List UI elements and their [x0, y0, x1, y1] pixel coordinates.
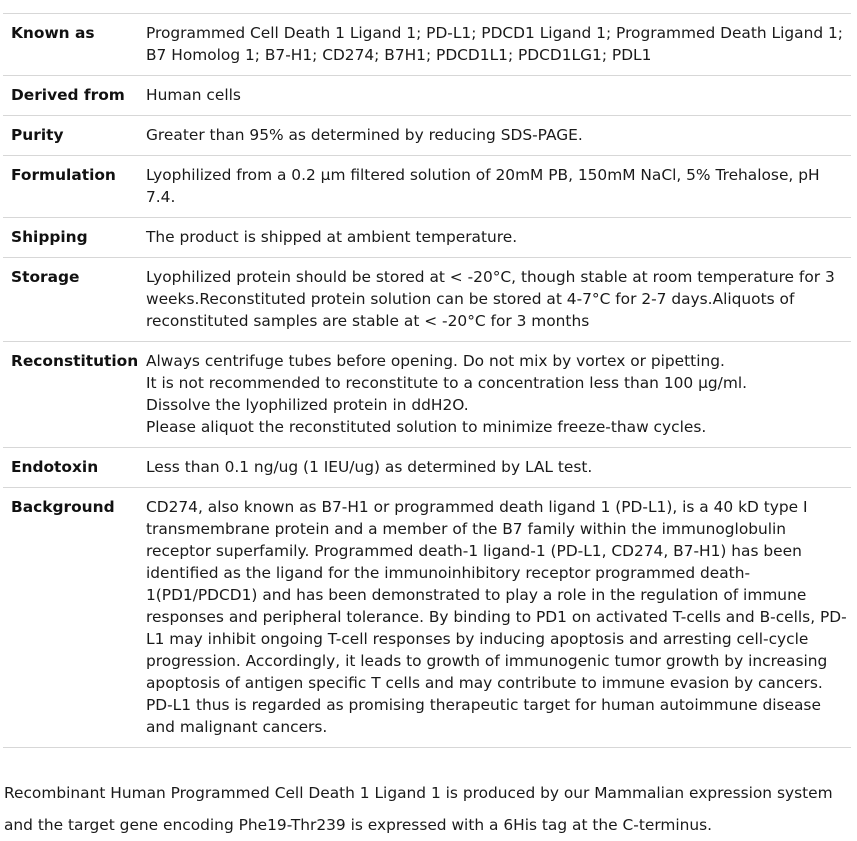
spec-value-line: CD274, also known as B7-H1 or programmed death ligand 1 (PD-L1), is a 40 kD type I transmembrane protein and a member of the B7 family within the immunoglobulin receptor superfamily. Programmed death-1 ligand-1 (PD-L1, CD274, B7-H1) has been identified as the ligand for the immunoinhibitory receptor programmed death-1(PD1/PDCD1) and has been demonstrated to play a role in the regulation of immune responses and peripheral tolerance. By binding to PD1 on activated T-cells and B-cells, PD-L1 may inhibit ongoing T-cell responses by inducing apoptosis and arresting cell-cycle progression. Accordingly, it leads to growth of immunogenic tumor growth by increasing apoptosis of antigen specific T cells and may contribute to immune evasion by cancers. PD-L1 thus is regarded as promising therapeutic target for human autoimmune disease and malignant cancers. — [146, 498, 847, 736]
spec-value-line: Greater than 95% as determined by reducing SDS-PAGE. — [146, 126, 583, 144]
product-summary: Recombinant Human Programmed Cell Death 1 Ligand 1 is produced by our Mammalian expression system and the target gene encoding Phe19-Thr239 is expressed with a 6His tag at the C-terminus. — [4, 784, 833, 835]
spec-row-background — [3, 488, 851, 748]
spec-row-label: Storage — [3, 258, 138, 342]
spec-row-value — [138, 448, 851, 488]
spec-value-line: Always centrifuge tubes before opening. Do not mix by vortex or pipetting. — [146, 352, 725, 370]
spec-value-line: It is not recommended to reconstitute to a concentration less than 100 μg/ml. — [146, 374, 748, 392]
spec-value-line: Human cells — [146, 86, 241, 104]
spec-row-label: Known as — [3, 14, 138, 76]
spec-value-line: Dissolve the lyophilized protein in ddH2O. — [146, 396, 469, 414]
spec-row-label: Background — [3, 488, 138, 748]
spec-value-line: Lyophilized from a 0.2 μm filtered solution of 20mM PB, 150mM NaCl, 5% Trehalose, pH 7.4. — [146, 166, 820, 206]
spec-row-value — [138, 218, 851, 258]
spec-row-derived-from — [3, 76, 851, 116]
spec-row-shipping — [3, 218, 851, 258]
spec-value-line: Lyophilized protein should be stored at < -20°C, though stable at room temperature for 3 weeks.Reconstituted protein solution can be stored at 4-7°C for 2-7 days.Aliquots of reconstituted samples are stable at < -20°C for 3 months — [146, 268, 835, 330]
spec-row-label: Formulation — [3, 156, 138, 218]
spec-table-body — [3, 14, 851, 748]
spec-row-value — [138, 156, 851, 218]
spec-value-line: Less than 0.1 ng/ug (1 IEU/ug) as determined by LAL test. — [146, 458, 593, 476]
spec-row-value — [138, 14, 851, 76]
spec-row-label: Derived from — [3, 76, 138, 116]
spec-row-label: Endotoxin — [3, 448, 138, 488]
spec-row-value — [138, 116, 851, 156]
spec-row-purity — [3, 116, 851, 156]
spec-row-value — [138, 488, 851, 748]
product-spec-table — [3, 13, 851, 748]
spec-row-known-as — [3, 14, 851, 76]
spec-row-value — [138, 76, 851, 116]
spec-row-storage — [3, 258, 851, 342]
spec-row-label: Purity — [3, 116, 138, 156]
spec-row-value — [138, 258, 851, 342]
spec-row-label: Shipping — [3, 218, 138, 258]
spec-row-reconstitution — [3, 342, 851, 448]
spec-row-endotoxin — [3, 448, 851, 488]
spec-row-label: Reconstitution — [3, 342, 138, 448]
spec-value-line: The product is shipped at ambient temperature. — [146, 228, 518, 246]
spec-value-line: Please aliquot the reconstituted solution to minimize freeze-thaw cycles. — [146, 418, 707, 436]
spec-row-formulation — [3, 156, 851, 218]
spec-row-value — [138, 342, 851, 448]
spec-value-line: Programmed Cell Death 1 Ligand 1; PD-L1; PDCD1 Ligand 1; Programmed Death Ligand 1; B7 Homolog 1; B7-H1; CD274; B7H1; PDCD1L1; PDCD1LG1; PDL1 — [146, 24, 843, 64]
